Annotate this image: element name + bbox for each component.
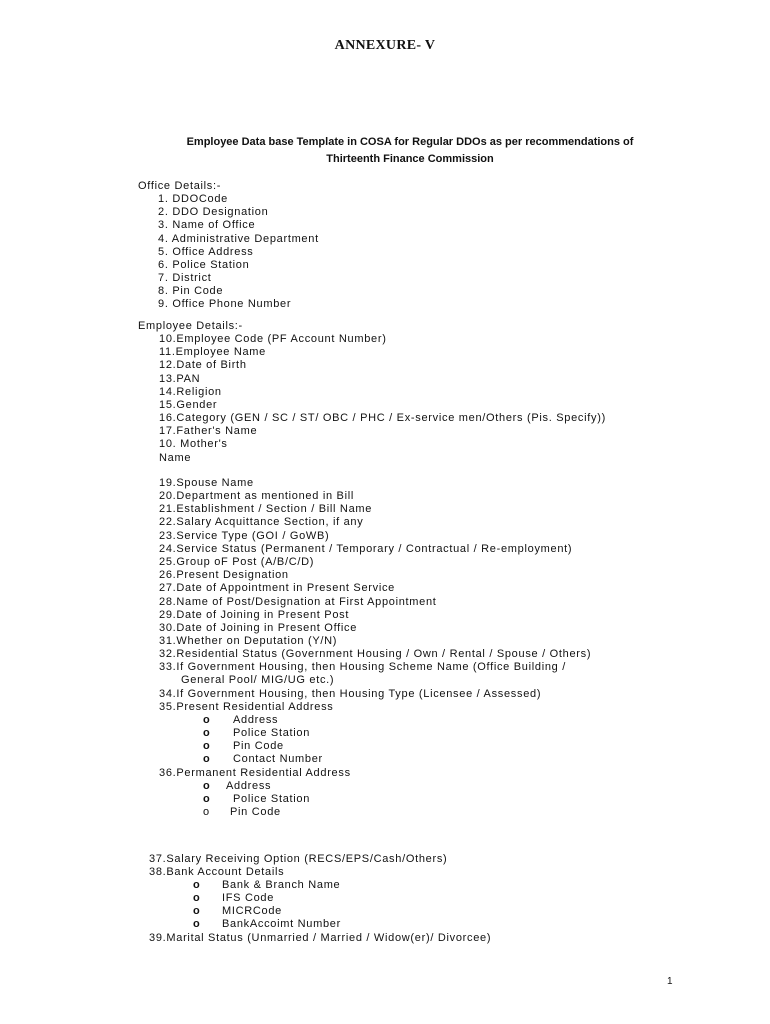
employee-item: 13.PAN — [159, 373, 201, 385]
employee-item: 14.Religion — [159, 386, 222, 398]
employee-item: 35.Present Residential Address — [159, 701, 334, 713]
office-item: 2. DDO Designation — [158, 206, 269, 218]
employee-item: 37.Salary Receiving Option (RECS/EPS/Cash/Others) — [149, 853, 448, 865]
bank-subitem: MICRCode — [222, 905, 283, 917]
bank-subitem: BankAccoimt Number — [222, 918, 341, 930]
employee-item: 23.Service Type (GOI / GoWB) — [159, 530, 330, 542]
employee-item: 16.Category (GEN / SC / ST/ OBC / PHC / Ex-service men/Others (Pis. Specify)) — [159, 412, 606, 424]
employee-item: 17.Father's Name — [159, 425, 258, 437]
employee-item: 12.Date of Birth — [159, 359, 247, 371]
employee-item: 27.Date of Appointment in Present Service — [159, 582, 395, 594]
employee-item: 22.Salary Acquittance Section, if any — [159, 516, 364, 528]
employee-details-title: Employee Details:- — [138, 320, 243, 332]
employee-item: 10.Employee Code (PF Account Number) — [159, 333, 387, 345]
office-details-title: Office Details:- — [138, 180, 222, 192]
bullet-icon: o — [203, 780, 210, 792]
office-item: 6. Police Station — [158, 259, 250, 271]
present-address-subitem: Police Station — [233, 727, 311, 739]
document-heading — [140, 134, 680, 168]
employee-item: Name — [159, 452, 192, 464]
employee-item: 11.Employee Name — [159, 346, 266, 358]
office-item: 7. District — [158, 272, 212, 284]
present-address-subitem: Pin Code — [233, 740, 284, 752]
bullet-icon: o — [203, 753, 210, 765]
employee-item: 32.Residential Status (Government Housing / Own / Rental / Spouse / Others) — [159, 648, 592, 660]
employee-item: 10. Mother's — [159, 438, 228, 450]
bank-subitem: IFS Code — [222, 892, 275, 904]
bullet-icon: o — [193, 905, 200, 917]
employee-item: 25.Group oF Post (A/B/C/D) — [159, 556, 315, 568]
employee-item: 30.Date of Joining in Present Office — [159, 622, 358, 634]
annexure-title: ANNEXURE- V — [334, 38, 436, 53]
employee-item: 34.If Government Housing, then Housing Type (Licensee / Assessed) — [159, 688, 542, 700]
bullet-icon: o — [193, 918, 200, 930]
permanent-address-subitem: Police Station — [233, 793, 311, 805]
employee-item: 20.Department as mentioned in Bill — [159, 490, 355, 502]
office-item: 4. Administrative Department — [158, 233, 319, 245]
employee-item: 39.Marital Status (Unmarried / Married / Widow(er)/ Divorcee) — [149, 932, 492, 944]
employee-item: 24.Service Status (Permanent / Temporary / Contractual / Re-employment) — [159, 543, 573, 555]
bank-subitem: Bank & Branch Name — [222, 879, 341, 891]
employee-item: 36.Permanent Residential Address — [159, 767, 351, 779]
bullet-icon: o — [203, 806, 210, 818]
employee-item: 31.Whether on Deputation (Y/N) — [159, 635, 338, 647]
permanent-address-subitem: Address — [226, 780, 272, 792]
bullet-icon: o — [203, 714, 210, 726]
employee-item: 28.Name of Post/Designation at First Appointment — [159, 596, 437, 608]
bullet-icon: o — [203, 740, 210, 752]
office-item: 8. Pin Code — [158, 285, 224, 297]
employee-item: 19.Spouse Name — [159, 477, 254, 489]
employee-item-continuation: General Pool/ MIG/UG etc.) — [181, 674, 335, 686]
employee-item: 15.Gender — [159, 399, 218, 411]
permanent-address-subitem: Pin Code — [230, 806, 281, 818]
present-address-subitem: Address — [233, 714, 279, 726]
page-number: 1 — [667, 976, 673, 987]
employee-item: 21.Establishment / Section / Bill Name — [159, 503, 373, 515]
employee-item: 29.Date of Joining in Present Post — [159, 609, 350, 621]
bullet-icon: o — [193, 892, 200, 904]
bullet-icon: o — [203, 727, 210, 739]
office-item: 5. Office Address — [158, 246, 254, 258]
office-item: 3. Name of Office — [158, 219, 256, 231]
heading-line-1: Employee Data base Template in COSA for Regular DDOs as per recommendations of — [186, 136, 634, 148]
bullet-icon: o — [193, 879, 200, 891]
bullet-icon: o — [203, 793, 210, 805]
heading-line-2: Thirteenth Finance Commission — [326, 153, 494, 165]
employee-item: 33.If Government Housing, then Housing Scheme Name (Office Building / — [159, 661, 567, 673]
employee-item: 26.Present Designation — [159, 569, 289, 581]
office-item: 1. DDOCode — [158, 193, 228, 205]
present-address-subitem: Contact Number — [233, 753, 323, 765]
office-item: 9. Office Phone Number — [158, 298, 292, 310]
employee-item: 38.Bank Account Details — [149, 866, 285, 878]
